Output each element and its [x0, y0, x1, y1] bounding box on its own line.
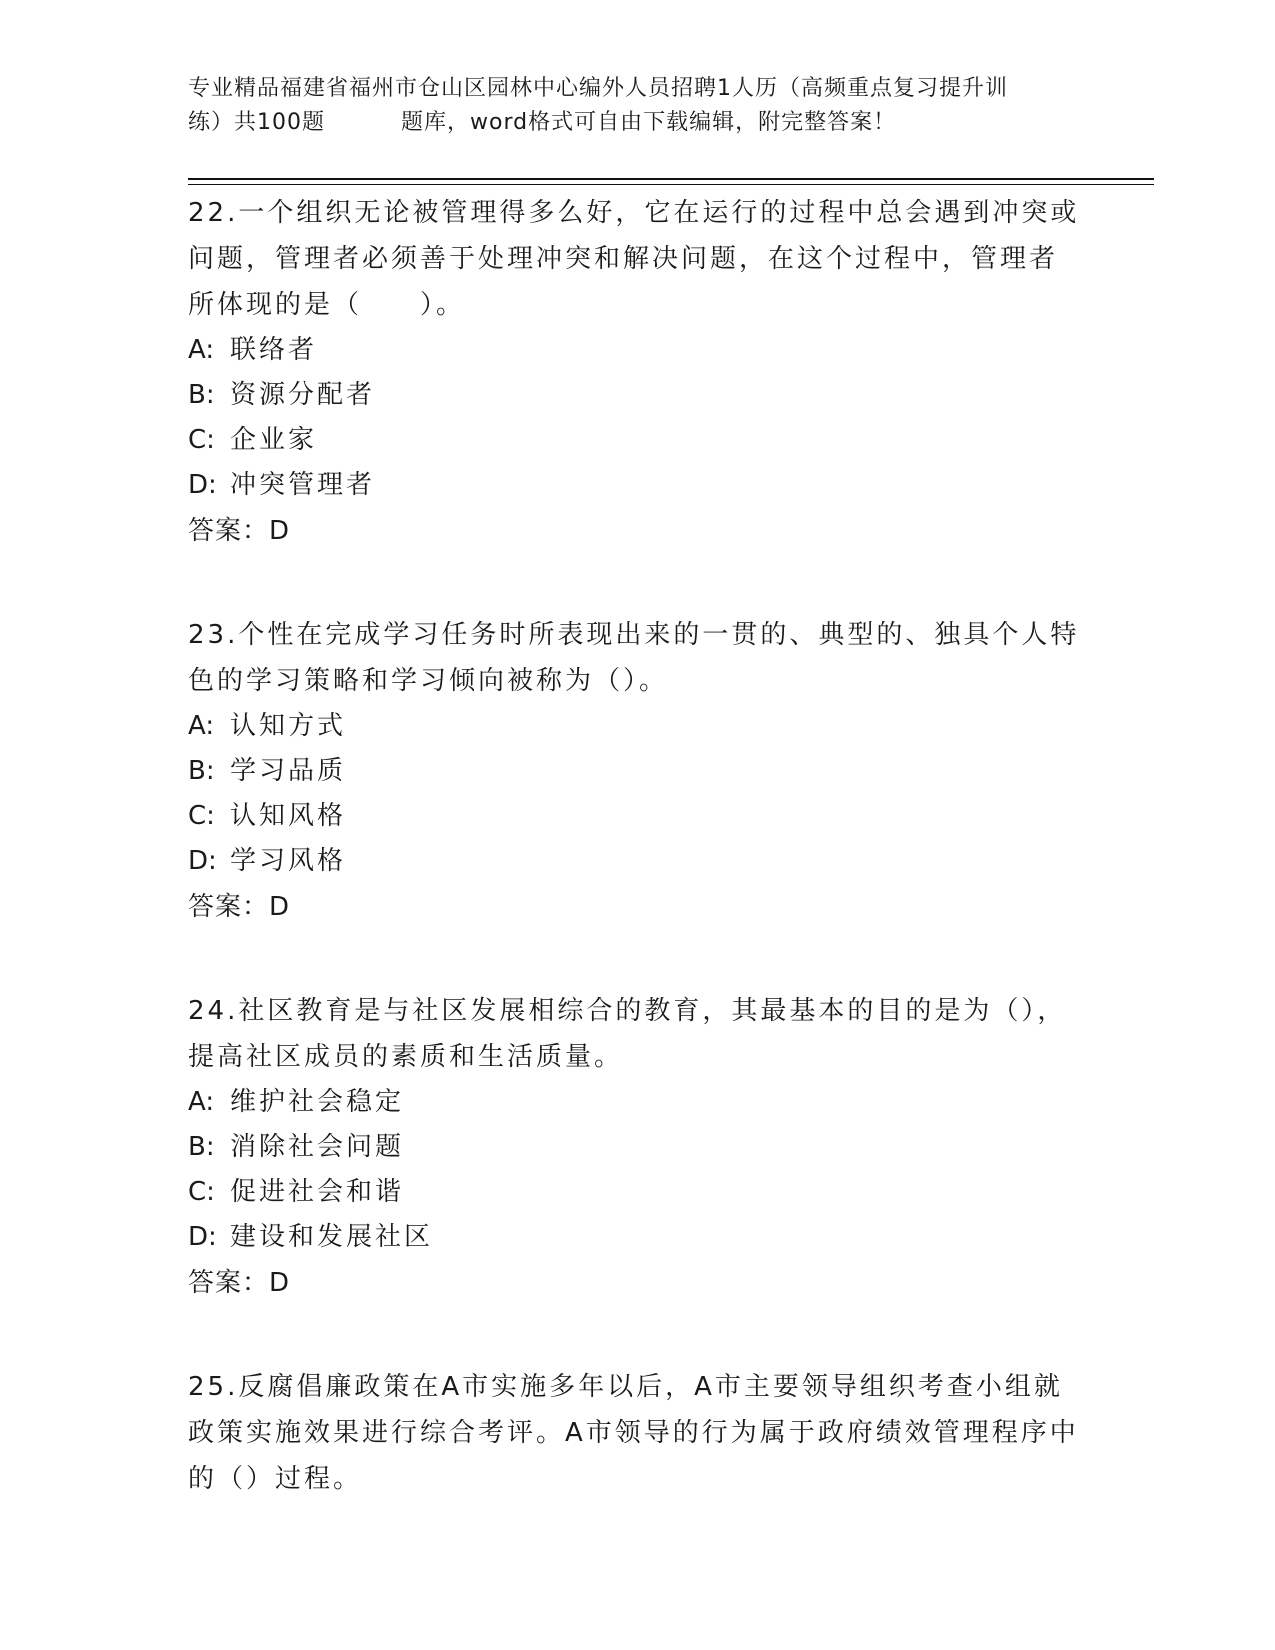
question-text-line: 23.个性在完成学习任务时所表现出来的一贯的、典型的、独具个人特: [188, 620, 1080, 650]
question-25: [188, 1364, 1088, 1502]
question-text-line: 问题，管理者必须善于处理冲突和解决问题，在这个过程中，管理者: [188, 244, 1059, 274]
option-a: A: 认知方式: [188, 711, 347, 741]
option-a: A: 维护社会稳定: [188, 1087, 405, 1117]
answer: 答案：D: [188, 892, 291, 922]
question-text-line: 政策实施效果进行综合考评。A市领导的行为属于政府绩效管理程序中: [188, 1418, 1079, 1448]
header-line-1: 专业精品福建省福州市仓山区园林中心编外人员招聘1人历（高频重点复习提升训: [188, 76, 1008, 101]
question-text-line: 的（）过程。: [188, 1464, 363, 1494]
option-b: B: 学习品质: [188, 756, 347, 786]
document-header: [188, 72, 1088, 140]
option-c: C: 认知风格: [188, 801, 347, 831]
header-line-2-part-2: 题库，word格式可自由下载编辑，附完整答案！: [401, 110, 897, 135]
question-23: [188, 612, 1088, 930]
option-b: B: 消除社会问题: [188, 1132, 405, 1162]
question-24: [188, 988, 1088, 1306]
option-d: D: 建设和发展社区: [188, 1222, 434, 1252]
option-c: C: 促进社会和谐: [188, 1177, 405, 1207]
question-text-line: 22.一个组织无论被管理得多么好，它在运行的过程中总会遇到冲突或: [188, 198, 1080, 228]
option-a: A: 联络者: [188, 335, 318, 365]
question-text-line: 24.社区教育是与社区发展相综合的教育，其最基本的目的是为（），: [188, 996, 1067, 1026]
header-line-2-part-1: 练）共100题: [188, 110, 325, 135]
question-text-line: 所体现的是（ ）。: [188, 290, 466, 320]
question-list: [188, 190, 1088, 1502]
question-text-line: 提高社区成员的素质和生活质量。: [188, 1042, 624, 1072]
header-line-2: [188, 106, 1088, 140]
option-c: C: 企业家: [188, 425, 318, 455]
answer: 答案：D: [188, 516, 291, 546]
answer: 答案：D: [188, 1268, 291, 1298]
header-divider: [188, 178, 1154, 180]
question-text-line: 25.反腐倡廉政策在A市实施多年以后，A市主要领导组织考查小组就: [188, 1372, 1063, 1402]
question-22: [188, 190, 1088, 554]
option-b: B: 资源分配者: [188, 380, 376, 410]
option-d: D: 冲突管理者: [188, 470, 376, 500]
header-divider-thin: [188, 184, 1154, 185]
question-text-line: 色的学习策略和学习倾向被称为（）。: [188, 666, 669, 696]
option-d: D: 学习风格: [188, 846, 347, 876]
